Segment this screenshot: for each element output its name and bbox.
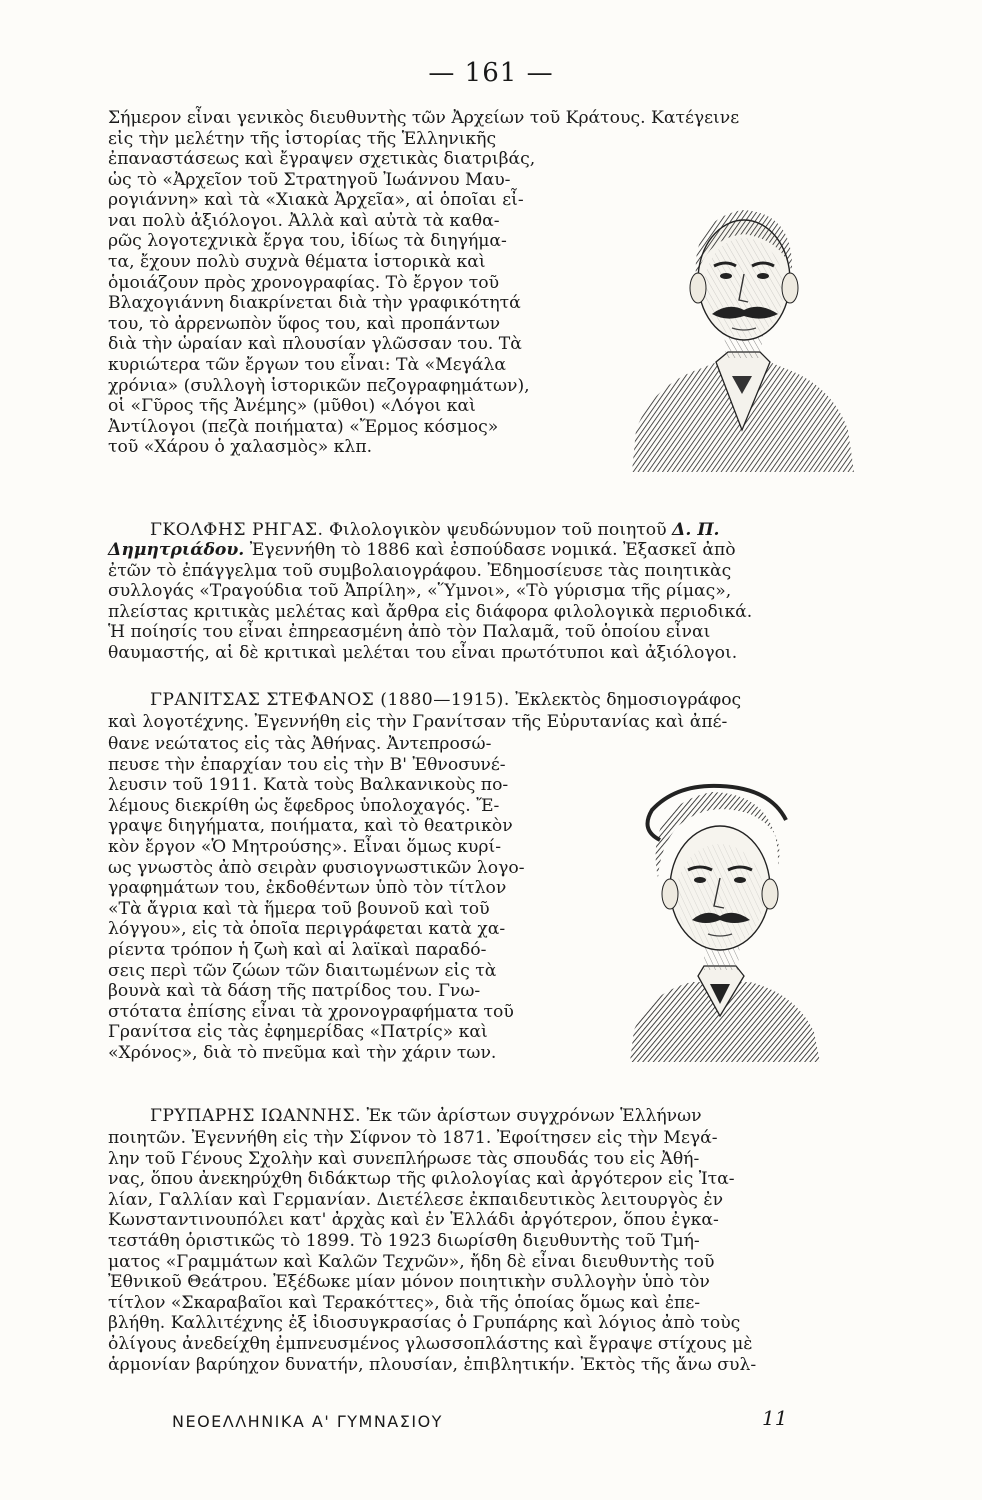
entry-gryparis-body [108, 1128, 860, 1375]
text-line: «Χρόνος», διὰ τὸ πνεῦμα καὶ τὴν χάριν των. [108, 1042, 497, 1063]
text-line: γραφημάτων του, ἐκδοθέντων ὑπὸ τὸν τίτλον [108, 878, 507, 899]
text-line: ὡς τὸ «Ἀρχεῖον τοῦ Στρατηγοῦ Ἰωάννου Μαυ- [108, 169, 511, 190]
entry-gryparis [108, 1106, 860, 1127]
text-line: ὁμοιάζουν πρὸς χρονογραφίας. Τὸ ἔργον τοῦ [108, 272, 500, 293]
text-line: ναι πολὺ ἀξιόλογοι. Ἀλλὰ καὶ αὐτὰ τὰ καθα- [108, 210, 500, 231]
entry-granitsas [108, 690, 860, 711]
entry-gkolfis [108, 520, 860, 541]
text-line: ρίεντα τρόπον ἡ ζωὴ καὶ αἱ λαϊκαὶ παραδό- [108, 939, 487, 960]
article-top-narrow [108, 149, 600, 458]
entry-granitsas-narrow [108, 734, 556, 1064]
page-number: — 161 — [428, 58, 554, 88]
text-line: τίτλον «Σκαραβαῖοι καὶ Τερακόττες», διὰ τῆς ὁποίας ὅμως καὶ ἐπε- [108, 1292, 701, 1313]
text-line: «Τὰ ἄγρια καὶ τὰ ἥμερα τοῦ βουνοῦ καὶ τοῦ [108, 898, 490, 919]
text-line: στότατα ἐπίσης εἶναι τὰ χρονογραφήματα τοῦ [108, 1001, 514, 1022]
text-line: πλείστας κριτικὰς μελέτας καὶ ἄρθρα εἰς διάφορα φιλολογικὰ περιοδικά. [108, 601, 753, 622]
text-line: κυριώτερα τῶν ἔργων του εἶναι: Τὰ «Μεγάλα [108, 354, 506, 375]
entry-heading: ΓΚΟΛΦΗΣ ΡΗΓΑΣ. [150, 520, 324, 540]
article-top-full [108, 108, 860, 149]
entry-heading: ΓΡΑΝΙΤΣΑΣ ΣΤΕΦΑΝΟΣ (1880—1915). [150, 690, 510, 710]
text-line: οἱ «Γῦρος τῆς Ἀνέμης» (μῦθοι) «Λόγοι καὶ [108, 396, 476, 417]
text-line: Κωνσταντινουπόλει κατ' ἀρχὰς καὶ ἐν Ἑλλάδι ἀργότερον, ὅπου ἐγκα- [108, 1210, 719, 1231]
text-line: ως γνωστὸς ἀπὸ σειρὰν φυσιογνωστικῶν λογο- [108, 857, 525, 878]
text-line: λευσιν τοῦ 1911. Κατὰ τοὺς Βαλκανικοὺς πο- [108, 775, 509, 796]
footer-book-title: ΝΕΟΕΛΛΗΝΙΚΑ Α' ΓΥΜΝΑΣΙΟΥ [172, 1412, 443, 1431]
text-line: Ἐθνικοῦ Θεάτρου. Ἐξέδωκε μίαν μόνον ποιητικὴν συλλογὴν ὑπὸ τὸν [108, 1272, 710, 1293]
text-line: καὶ λογοτέχνης. Ἐγεννήθη εἰς τὴν Γρανίτσαν τῆς Εὐρυτανίας καὶ ἀπέ- [108, 712, 728, 732]
portrait-vlachogiannis [632, 180, 854, 472]
text-line: του, τὸ ἀρρενωπὸν ὕφος του, καὶ προπάντων [108, 313, 501, 334]
text-line: τοῦ «Χάρου ὁ χαλασμὸς» κλπ. [108, 437, 373, 458]
entry-granitsas-full [108, 712, 860, 733]
text-line: ὀλίγους ἀνεδείχθη ἐμπνευσμένος γλωσσοπλάστης καὶ ἔγραψε στίχους μὲ [108, 1333, 753, 1354]
text-line: νας, ὅπου ἀνεκηρύχθη διδάκτωρ τῆς φιλολογίας καὶ ἀργότερον εἰς Ἰτα- [108, 1169, 735, 1190]
text-line: ποιητῶν. Ἐγεννήθη εἰς τὴν Σίφνον τὸ 1871. Ἐφοίτησεν εἰς τὴν Μεγά- [108, 1128, 718, 1148]
text-span: Φιλολογικὸν ψευδώνυμον τοῦ ποιητοῦ [323, 520, 673, 540]
pseudonym: Δ. Π. [672, 520, 720, 540]
text-line: κὸν ἔργον «Ὁ Μητρούσης». Εἶναι ὅμως κυρί- [108, 836, 502, 857]
text-line: θανε νεώτατος εἰς τὰς Ἀθήνας. Ἀντεπροσώ- [108, 734, 492, 754]
text-line: ρῶς λογοτεχνικὰ ἔργα του, ἰδίως τὰ διηγήμα- [108, 231, 507, 252]
text-line: πευσε τὴν ἐπαρχίαν του εἰς τὴν Β' Ἐθνοσυνέ- [108, 754, 506, 775]
text-line: Ἀντίλογοι (πεζὰ ποιήματα) «Ἔρμος κόσμος» [108, 416, 499, 437]
text-line: συλλογάς «Τραγούδια τοῦ Ἀπρίλη», «Ὕμνοι», «Τὸ γύρισμα τῆς ρίμας», [108, 581, 732, 602]
entry-heading: ΓΡΥΠΑΡΗΣ ΙΩΑΝΝΗΣ. [150, 1106, 362, 1126]
text-line: λίαν, Γαλλίαν καὶ Γερμανίαν. Διετέλεσε ἐκπαιδευτικὸς λειτουργὸς ἐν [108, 1189, 724, 1210]
text-span: Ἐκ τῶν ἀρίστων συγχρόνων Ἑλλήνων [361, 1106, 702, 1126]
text-line: ἁρμονίαν βαρύηχον δυνατήν, πλουσίαν, ἐπιβλητικήν. Ἐκτὸς τῆς ἄνω συλ- [108, 1354, 757, 1375]
text-line: ἐτῶν τὸ ἐπάγγελμα τοῦ συμβολαιογράφου. Ἐδημοσίευσε τὰς ποιητικὰς [108, 560, 732, 581]
text-line: ἐπαναστάσεως καὶ ἔγραψεν σχετικὰς διατριβάς, [108, 149, 536, 169]
text-line: λόγγου», εἰς τὰ ὁποῖα περιγράφεται κατὰ χα- [108, 919, 506, 940]
text-span: Ἐγεννήθη τὸ 1886 καὶ ἐσπούδασε νομικά. Ἐξασκεῖ ἀπὸ [244, 540, 736, 560]
text-line: διὰ τὴν ὡραίαν καὶ πλουσίαν γλῶσσαν του. Τὰ [108, 334, 522, 355]
text-line: εἰς τὴν μελέτην τῆς ἱστορίας τῆς Ἑλληνικῆς [108, 128, 497, 149]
text-line: γραψε διηγήματα, ποιήματα, καὶ τὸ θεατρικὸν [108, 816, 513, 837]
text-line: χρόνια» (συλλογὴ ἱστορικῶν πεζογραφημάτων), [108, 375, 530, 396]
text-line: θαυμαστής, αἱ δὲ κριτικαὶ μελέται του εἶναι πρωτότυποι καὶ ἀξιόλογοι. [108, 642, 738, 663]
text-line: βουνὰ καὶ τὰ δάση τῆς πατρίδος του. Γνω- [108, 981, 481, 1002]
footer-signature-number: 11 [762, 1406, 788, 1430]
text-span: Ἐκλεκτὸς δημοσιογράφος [509, 690, 742, 710]
text-line: βλήθη. Καλλιτέχνης ἐξ ἰδιοσυγκρασίας ὁ Γρυπάρης καὶ λόγιος ἀπὸ τοὺς [108, 1313, 741, 1334]
text-line: ρογιάννη» καὶ τὰ «Χιακὰ Ἀρχεῖα», αἱ ὁποῖαι εἶ- [108, 190, 524, 211]
text-line: λην τοῦ Γένους Σχολὴν καὶ συνεπλήρωσε τὰς σπουδάς του εἰς Ἀθή- [108, 1148, 700, 1169]
text-line: Γρανίτσα εἰς τὰς ἐφημερίδας «Πατρίς» καὶ [108, 1022, 488, 1043]
text-line: Σήμερον εἶναι γενικὸς διευθυντὴς τῶν Ἀρχείων τοῦ Κράτους. Κατέγεινε [108, 108, 740, 128]
text-line: Ἡ ποίησίς του εἶναι ἐπηρεασμένη ἀπὸ τὸν Παλαμᾶ, τοῦ ὁποίου εἶναι [108, 622, 711, 643]
text-line: τα, ἔχουν πολὺ συχνὰ θέματα ἱστορικὰ καὶ [108, 251, 486, 272]
pseudonym: Δημητριάδου. [108, 540, 245, 560]
entry-gkolfis-body [108, 540, 860, 664]
text-line: τεστάθη ὁριστικῶς τὸ 1899. Τὸ 1923 διωρίσθη διευθυντὴς τοῦ Τμή- [108, 1230, 700, 1251]
text-line: Βλαχογιάννη διακρίνεται διὰ τὴν γραφικότητά [108, 293, 521, 314]
text-line: σεις περὶ τῶν ζώων τῶν διαιτωμένων εἰς τὰ [108, 960, 497, 981]
text-line: ματος «Γραμμάτων καὶ Καλῶν Τεχνῶν», ἤδη δὲ εἶναι διευθυντὴς τοῦ [108, 1251, 715, 1272]
portrait-granitsas [600, 770, 840, 1062]
text-line: λέμους διεκρίθη ὡς ἔφεδρος ὑπολοχαγός. Ἔ- [108, 795, 500, 816]
